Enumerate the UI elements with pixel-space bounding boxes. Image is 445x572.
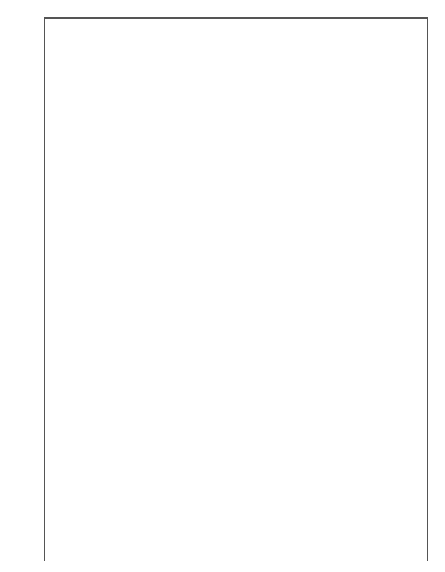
section-top [45,18,427,19]
page-header [3,2,442,11]
page-footer [3,559,442,568]
document-table [44,17,428,561]
